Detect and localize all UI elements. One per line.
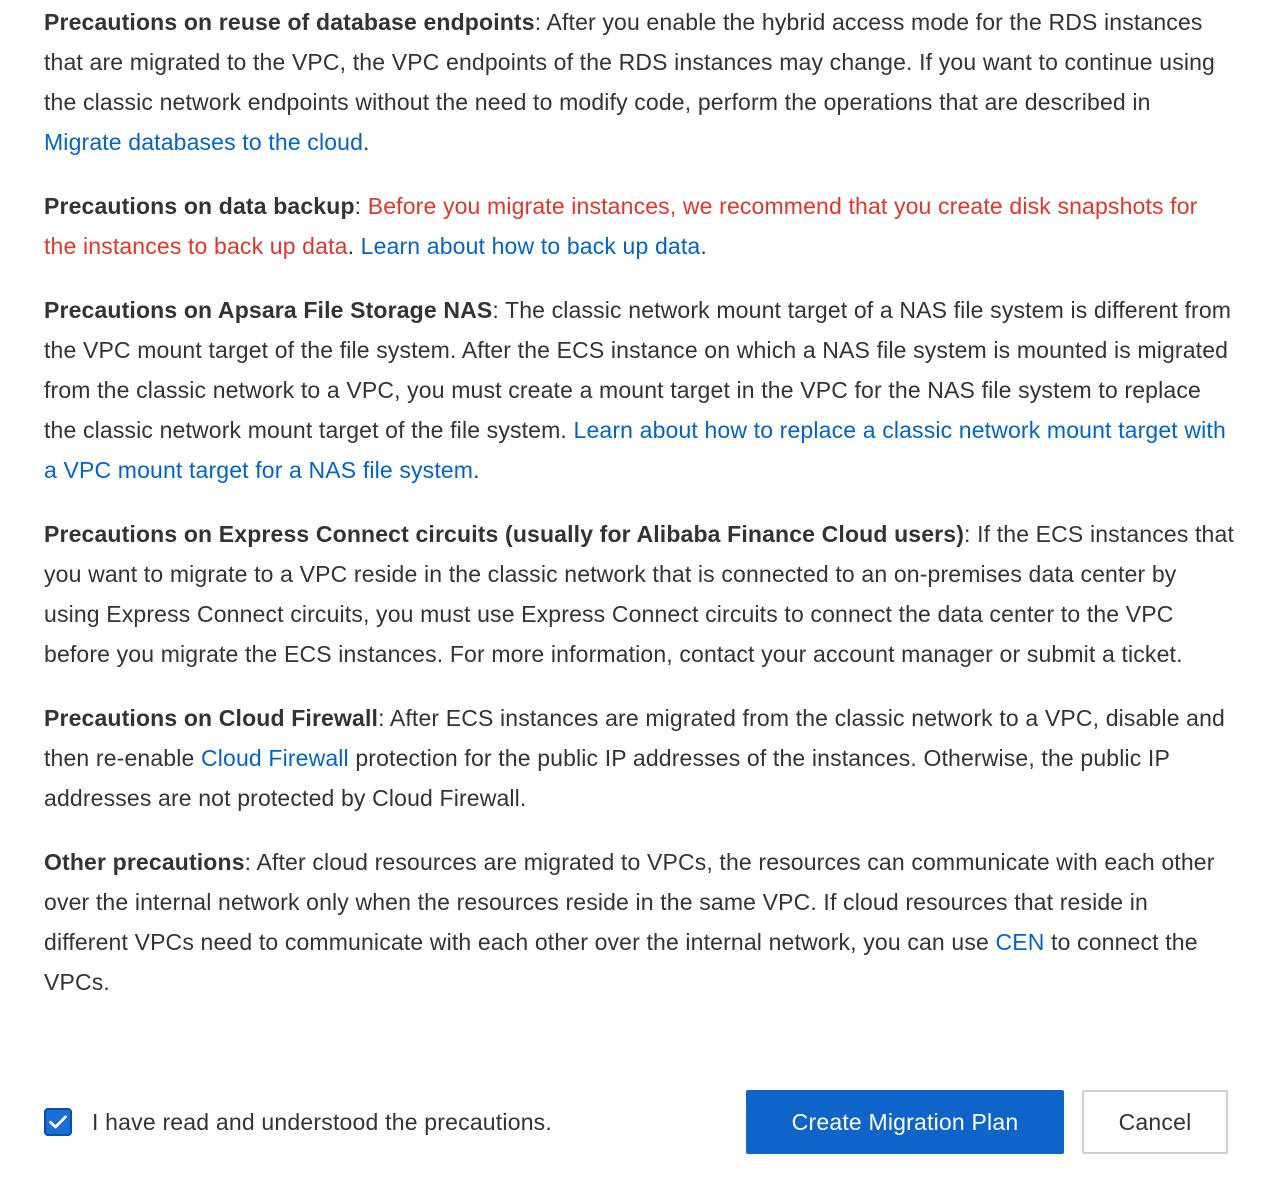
check-icon	[49, 1115, 67, 1129]
cen-link[interactable]: CEN	[995, 929, 1045, 955]
backup-data-link[interactable]: Learn about how to back up data	[360, 233, 701, 259]
precautions-checkbox-label[interactable]: I have read and understood the precautions.	[92, 1108, 552, 1135]
precautions-checkbox[interactable]	[44, 1108, 72, 1136]
precaution-nas	[44, 290, 1234, 490]
precaution-text-end: .	[700, 233, 707, 259]
precaution-text: : If the ECS instances that you want to migrate to a VPC reside in the classic network that is connected to an on-premises data center by using Express Connect circuits, you must use Express Connect circuits to connect the data center to the VPC before you migrate the ECS instances. For more information, contact your account manager or submit a ticket.	[44, 521, 1234, 667]
precaution-text-end: .	[363, 129, 370, 155]
precaution-text-mid: .	[347, 233, 361, 259]
cloud-firewall-link[interactable]: Cloud Firewall	[200, 745, 349, 771]
precaution-text: : After ECS instances are migrated from the classic network to a VPC, disable and then re-enable	[44, 705, 1225, 771]
precaution-database-endpoints	[44, 2, 1234, 162]
precaution-text: : After you enable the hybrid access mode for the RDS instances that are migrated to the VPC, the VPC endpoints of the RDS instances may change. If you want to continue using the classic network endpoints without the need to modify code, perform the operations that are described in	[44, 9, 1215, 115]
precaution-title: Precautions on Express Connect circuits (usually for Alibaba Finance Cloud users)	[44, 521, 965, 547]
precaution-data-backup	[44, 186, 1234, 266]
precaution-title: Precautions on reuse of database endpoints	[44, 9, 535, 35]
precaution-title: Precautions on data backup	[44, 193, 355, 219]
create-migration-plan-button[interactable]: Create Migration Plan	[746, 1090, 1064, 1154]
precaution-text-end: to connect the VPCs.	[44, 929, 1198, 995]
precaution-title: Precautions on Cloud Firewall	[44, 705, 379, 731]
precaution-cloud-firewall	[44, 698, 1234, 818]
precaution-text-end: protection for the public IP addresses of the instances. Otherwise, the public IP addresses are not protected by Cloud Firewall.	[44, 745, 1170, 811]
precaution-text: : The classic network mount target of a NAS file system is different from the VPC mount target of the file system. After the ECS instance on which a NAS file system is mounted is migrated from the classic network to a VPC, you must create a mount target in the VPC for the NAS file system to replace the classic network mount target of the file system.	[44, 297, 1232, 443]
dialog-footer	[44, 1090, 1228, 1154]
precaution-separator: :	[354, 193, 368, 219]
backup-warning-text: Before you migrate instances, we recommend that you create disk snapshots for the instances to back up data	[44, 193, 1198, 259]
replace-mount-target-link[interactable]: Learn about how to replace a classic network mount target with a VPC mount target for a NAS file system	[44, 417, 1226, 483]
precaution-title: Precautions on Apsara File Storage NAS	[44, 297, 493, 323]
precaution-other	[44, 842, 1234, 1002]
precaution-title: Other precautions	[44, 849, 245, 875]
precaution-text-end: .	[473, 457, 480, 483]
precaution-express-connect	[44, 514, 1234, 674]
precautions-content	[44, 2, 1234, 1026]
migrate-databases-link[interactable]: Migrate databases to the cloud	[44, 129, 364, 155]
precaution-text: : After cloud resources are migrated to VPCs, the resources can communicate with each other over the internal network only when the resources reside in the same VPC. If cloud resources that reside in different VPCs need to communicate with each other over the internal network, you can use	[44, 849, 1215, 955]
cancel-button[interactable]: Cancel	[1082, 1090, 1228, 1154]
